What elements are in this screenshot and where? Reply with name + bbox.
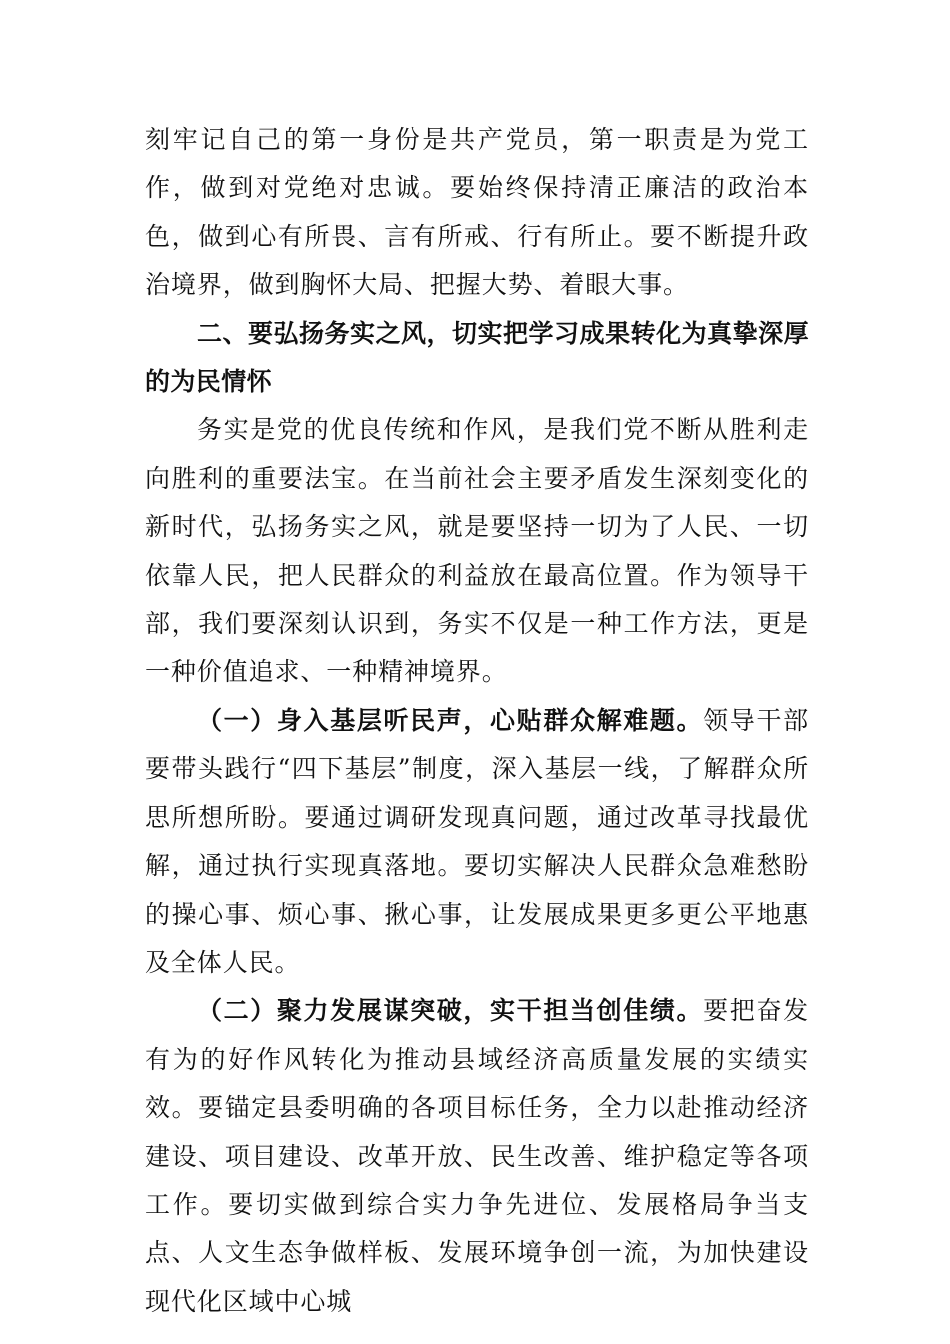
paragraph-continued: 刻牢记自己的第一身份是共产党员，第一职责是为党工作，做到对党绝对忠诚。要始终保持清正廉洁的政治本色，做到心有所畏、言有所戒、行有所止。要不断提升政治境界，做到胸怀大局、把握大势、着眼大事。 — [145, 125, 809, 300]
document-body — [145, 116, 809, 1326]
paragraph-intro: 务实是党的优良传统和作风，是我们党不断从胜利走向胜利的重要法宝。在当前社会主要矛盾发生深刻变化的新时代，弘扬务实之风，就是要坚持一切为了人民、一切依靠人民，把人民群众的利益放在最高位置。作为领导干部，我们要深刻认识到，务实不仅是一种工作方法，更是一种价值追求、一种精神境界。 — [145, 415, 809, 687]
section-heading: 二、要弘扬务实之风，切实把学习成果转化为真挚深厚的为民情怀 — [145, 318, 809, 397]
paragraph-sub-1 — [145, 697, 809, 987]
sub-heading-1: （一）身入基层听民声，心贴群众解难题。 — [197, 705, 704, 735]
sub-body-2: 要把奋发有为的好作风转化为推动县域经济高质量发展的实绩实效。要锚定县委明确的各项目标任务，全力以赴推动经济建设、项目建设、改革开放、民生改善、维护稳定等各项工作。要切实做到综合实力争先进位、发展格局争当支点、人文生态争做样板、发展环境争创一流，为加快建设现代化区域中心城 — [145, 996, 809, 1316]
sub-body-1: 领导干部要带头践行“四下基层”制度，深入基层一线，了解群众所思所想所盼。要通过调研发现真问题，通过改革寻找最优解，通过执行实现真落地。要切实解决人民群众急难愁盼的操心事、烦心事、揪心事，让发展成果更多更公平地惠及全体人民。 — [145, 705, 809, 977]
sub-heading-2: （二）聚力发展谋突破，实干担当创佳绩。 — [197, 996, 704, 1026]
paragraph-sub-2 — [145, 987, 809, 1326]
